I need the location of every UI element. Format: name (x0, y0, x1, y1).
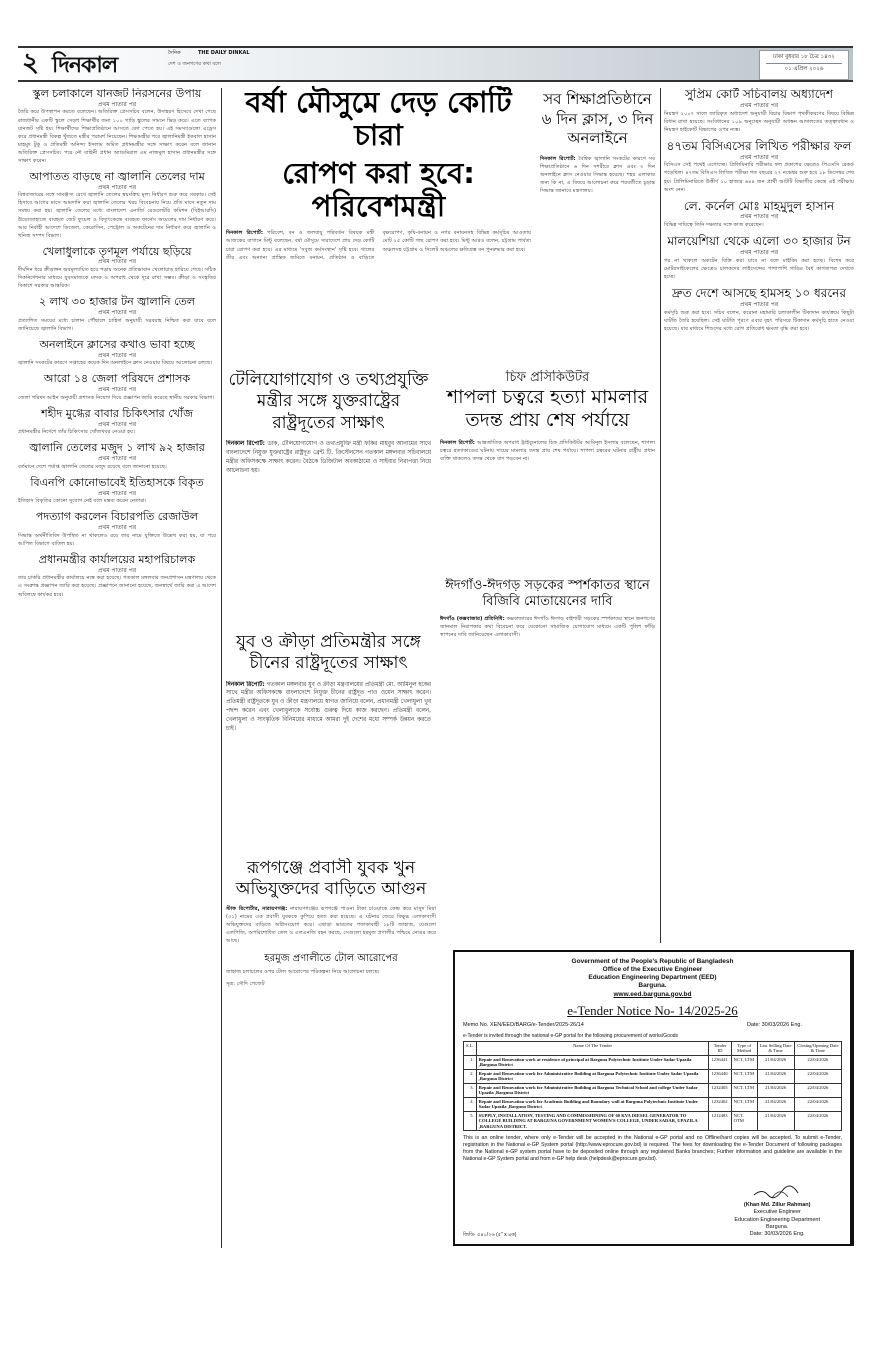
ad-code: জিডি- ৫৪০/২৬ (৫" x ৪ক) (463, 1232, 517, 1238)
article-body: বিসিএস সেই পথেই এগোচ্ছে। প্রিলিমিনারি পরীক্ষার ফল প্রকাশের ক্ষেত্রেও পিএসসি রেকর্ড গড়েছিল। ৪৭তম বিসিএস লিখিত পরীক্ষা গত বছরের ২৭ নভেম্বর শুরু হয়ে ১৮ ডিসেম্বর শেষ হয়। প্রিলিমিনারিতে উত্তীর্ণ ১০ হাজার ৬৪৪ জন প্রার্থী আটটি বিভাগীয় কেন্দ্রে এই পরীক্ষায় অংশ নেন। (664, 162, 854, 193)
article-headline: আপাতত বাড়ছে না জ্বালানি তেলের দাম (29, 169, 205, 183)
border-byline: ঈদগাঁও (কক্সবাজার) প্রতিনিধি: (440, 615, 505, 622)
tender-title: e-Tender Notice No- 14/2025-26 (567, 1002, 738, 1018)
date-english: ০১ এপ্রিল ২০২৬ (784, 65, 824, 72)
lead-headline-1: বর্ষা মৌসুমে দেড় কোটি চারা (245, 86, 512, 153)
rupganj-source: সূত্র: সৌদি গেজেট (226, 981, 265, 988)
article-body: বিভিন্ন দায়িত্বে তিনি দক্ষতার সঙ্গে কাজ করেছেন। (664, 222, 764, 229)
column-divider (221, 88, 222, 1248)
newspaper-logo: দিনকাল (52, 52, 118, 78)
column-article (18, 88, 216, 165)
tender-column-header: Closing/Opening Date & Time (794, 1041, 841, 1055)
article-headline: প্রধানমন্ত্রীর কার্যালয়ের মহাপরিচালক (38, 552, 196, 566)
column-article (18, 477, 216, 506)
logo-small: দৈনিক (168, 50, 181, 56)
article-headline: আরো ১৪ জেলা পরিষদে প্রশাসক (43, 372, 191, 386)
hormuz-headline: হরমুজ প্রণালীতে টোল আরোপের (264, 952, 398, 964)
tender-cell-sl: 3. (464, 1083, 477, 1097)
tender-column-header: Name Of The Tender (476, 1041, 709, 1055)
tender-cell-name: Repair and Renovation work for Academic Building and Boundary wall at Barguna Polytechnic Institute Under Sadar Upazila ,Barguna District (476, 1097, 709, 1111)
signature-block (734, 1185, 820, 1238)
article-body: ইতিহাস বিকৃতির কোনো সুযোগ নেই বলে মন্তব্য করেন নেতারা। (18, 498, 147, 505)
article-body: বিশ্ববাজারের সঙ্গে সামঞ্জস্য রেখে জ্বালানি তেলের স্বয়ংক্রিয় মূল্য নির্ধারণ শুরু করে সরকার। সেই হিসাবে আগের মাসে আমদানি করা জ্বালানি তেলের খরচ বিবেচনায় নিয়ে প্রতি মাসে নতুন দাম সমন্বয় করা হয়। জ্বালানি তেলের মধ্যে বাংলাদেশ এনার্জি রেগুলেটরি কমিশন (বিইআরসি) উড়োজাহাজে ব্যবহৃত জেট ফুয়েল ও বিদ্যুৎকেন্দ্রে ব্যবহৃত ফার্নেস অয়েলের দাম নির্ধারণ করে। আর নির্বাহী আদেশে ডিজেল, কেরোসিন, পেট্রোল ও অকটেনের দাম নির্ধারণ করে জ্বালানি ও খনিজ সম্পদ বিভাগ। (18, 192, 216, 239)
column-article (664, 287, 854, 333)
tender-cell-sl: 2. (464, 1069, 477, 1083)
article-headline: মালয়েশিয়া থেকে এলো ৩০ হাজার টন (667, 234, 851, 249)
tender-cell-closing: 22/04/2026 (794, 1069, 841, 1083)
tender-notice (453, 950, 854, 1246)
shapla-byline: দিনকাল রিপোর্ট: (440, 440, 475, 447)
column-article (18, 408, 216, 437)
tender-date: Date: 30/03/2026 Eng. (746, 1022, 802, 1029)
column-article (18, 339, 216, 368)
telecom-body: ডাক, টেলিযোগাযোগ ও তথ্যপ্রযুক্তি মন্ত্রী ফকির মাহবুব আনামের সাথে বাংলাদেশে নিযুক্ত যুক্তরাষ্ট্রের রাষ্ট্রদূত ব্রেন্ট টি. ক্রিস্টেনসেন গতকাল মঙ্গলবার সচিবালয়ে মন্ত্রীর অফিসকক্ষে সাক্ষাৎ করেন। বৈঠকে ডিজিটাল অবকাঠামো ও সাইবার নিরাপত্তা নিয়ে আলোচনা হয়। (226, 440, 431, 474)
tender-cell-id: 1236440 (709, 1069, 731, 1083)
continued-label: প্রথম পাতার পর (97, 455, 137, 463)
tender-gov-line1: Government of the People's Republic of Bangladesh (571, 958, 734, 965)
page-number: ২ (22, 48, 39, 78)
tender-row (464, 1111, 842, 1131)
column-article (18, 511, 216, 548)
article-body: বর্তমানে দেশে পর্যাপ্ত জ্বালানি তেলের মজুদ রয়েছে বলে জানানো হয়েছে। (18, 463, 167, 470)
tender-cell-sl: 4. (464, 1097, 477, 1111)
tender-cell-closing: 22/04/2026 (794, 1055, 841, 1069)
tender-cell-name: Repair and Renovation work for Administrative Building at Barguna Technical School and college Under Sadar Upazila ,Barguna District (476, 1083, 709, 1097)
shapla-body: আন্তর্জাতিক অপরাধ ট্রাইব্যুনালের চিফ প্রসিকিউটর আমিনুল ইসলাম বলেছেন, শাপলা চত্বরে হত্যাকাণ্ডের ঘটনায় দায়ের মামলার তদন্ত প্রায় শেষ পর্যায়ে। শাপলা চত্বরের ঘটনার রাষ্ট্রীয় প্রধান ব্যক্তি থাকলেও তদন্ত থেকে বাদ পড়বেন না। (440, 440, 655, 463)
hormuz-body: জাহাজ চলাচলের ওপর টোল আরোপের পরিকল্পনা নিয়ে আলোচনা চলছে। (226, 969, 380, 976)
article-body: জেলা পরিষদ আইন অনুযায়ী প্রশাসক নিয়োগ দিয়ে প্রজ্ঞাপন জারি করেছে স্থানীয় সরকার বিভাগ। (18, 394, 215, 401)
continued-label: প্রথম পাতার পর (739, 101, 779, 109)
column-article (18, 171, 216, 240)
signatory-name: (Khan Md. Zillur Rahman) (743, 1202, 811, 1209)
side-story (540, 90, 655, 360)
continued-label: প্রথম পাতার পর (97, 489, 137, 497)
youth-body: গতকাল মঙ্গলবার যুব ও ক্রীড়া মন্ত্রণালয়ের প্রতিমন্ত্রী মো. আমিনুল হকের সাথে মন্ত্রীর অফিসকক্ষে বাংলাদেশে নিযুক্ত চীনের রাষ্ট্রদূত পাও ওয়েন সাক্ষাৎ করেন। প্রতিমন্ত্রী রাষ্ট্রদূতকে যুব ও ক্রীড়া মন্ত্রণালয়ে স্বাগত জানিয়ে বলেন, প্রধানমন্ত্রী খেলাধুলা খুব পছন্দ করেন এবং খেলাধুলাকে সর্বোচ্চ গুরুত্ব দিয়ে কাজ করছেন। প্রতিমন্ত্রী বলেন, খেলাধুলা ও সাংস্কৃতিক বিনিময়ের মাধ্যমে আমরা দুই দেশের মধ্যে সম্পর্ক উন্নয়ন করতে চাই। (226, 681, 431, 733)
column-article (664, 200, 854, 230)
article-headline: সুপ্রিম কোর্ট সচিবালয় অধ্যাদেশ (684, 88, 834, 101)
tender-cell-last: 21/04/2026 (757, 1097, 794, 1111)
lead-headline-2: রোপণ করা হবে: পরিবেশমন্ত্রী (282, 155, 475, 224)
tender-cell-last: 21/04/2026 (757, 1111, 794, 1131)
tender-intro: e-Tender is invited through the national e-GP portal for the following procurement of works/Goods (463, 1032, 679, 1039)
continued-label: প্রথম পাতার পর (739, 300, 779, 308)
tender-cell-id: 1232402 (709, 1097, 731, 1111)
column-article (18, 246, 216, 291)
article-body: প্রধানমন্ত্রীর নির্দেশে তাঁর চিকিৎসার খোঁজখবর নেওয়া হয়। (18, 429, 135, 436)
shapla-headline: শাপলা চত্বরে হত্যা মামলার তদন্ত প্রায় শেষ পর্যায়ে (446, 385, 649, 432)
tender-cell-method: NCT, OTM (731, 1111, 757, 1131)
article-body: দীর্ঘদিন ধরে ক্রীড়াঙ্গন অবমূল্যায়িত হয়ে পড়ায় অনেক প্রতিভাবান খেলোয়াড় হারিয়ে গেছে। সঠিক দিকনির্দেশনার মাধ্যমে যুবসমাজকে মাদক ও অপরাধ থেকে দূরে রাখা সম্ভব। ক্রীড়া ও সংস্কৃতির বিকাশে সরকার আন্তরিক। (18, 267, 216, 290)
signatory-place: Barguna. (766, 1223, 789, 1230)
rupganj-byline: স্টাফ রিপোর্টার, নারায়ণগঞ্জ: (226, 905, 288, 912)
article-body: পর না থাকলে অকটেন বিক্রি করা যাবে না বলে মাইকিং করা হচ্ছে। বিশেষ করে মোটরসাইকেলের ক্ষেত্রেও চালকদের লাইসেন্সের পাশাপাশি গাড়ির বৈধ কাগজপত্র দেখতে হচ্ছে। (664, 257, 854, 280)
tender-cell-last: 21/04/2026 (757, 1069, 794, 1083)
article-headline: স্কুল চলাকালে যানজট নিরসনের উপায় (32, 88, 202, 100)
article-body: তৈরি করে উপস্থাপন করতে বলেছেন। অতিরিক্ত প্রেসসচিব বলেন, উদাহরণ হিসেবে দেখা গেছে রাজধানীর একটি স্কুলে সেড়শ শিক্ষার্থীর জন্য ১০০ গাড়ি স্কুলের সামনে ভিড় করে। এতে ব্যাপক যানজট সৃষ্টি হয়। শিক্ষার্থীদের শিক্ষাপ্রতিষ্ঠানে আসতে বেগ পেতে হয়। এই সমস্যাগুলো এড্রেস করে প্রধানমন্ত্রী বিকল্প খুঁজতে মন্ত্রীর পরামর্শ নিয়েছেন। শিক্ষামন্ত্রীর পরে জ্বালানিমন্ত্রী ইকবাল হাসান মাহমুদ টুকু ও প্রতিমন্ত্রী অনিন্দ্য ইসলাম অমিত প্রধানমন্ত্রীর সঙ্গে সাক্ষাৎ করেন বলে জানান অতিরিক্ত প্রেসসচিব। পরে নৌ বাহিনী প্রধান অ্যাডমিরাল এম নাজমুল হাসান প্রধানমন্ত্রীর সঙ্গে সাক্ষাৎ করেন। (18, 109, 216, 164)
tender-footer: This is an online tender, where only e-Tender will be accepted in the National e-GP portal and no Offline/hard copies will be accepted. To submit e-Tender, registration in the National e-GP System portal (http://www.eprocure.gov.bd) is required. The fees for downloading the e-Tender Document of following packages from the National e-GP system portal have to be deposited online through any registered Banks branches; Further information and guideline are available in the National e-GP System portal and from e-GP help desk (helpdesk@eprocure.gov.bd). (463, 1135, 842, 1163)
column-article (664, 88, 854, 134)
continued-label: প্রথম পাতার পর (97, 308, 137, 316)
logo-english: THE DAILY DINKAL (198, 50, 250, 56)
article-body: নিয়ন্ত্রণ ২০০৭ সালে জারিকৃত অধ্যাদেশ অনুযায়ী বিচার বিভাগ পৃথকীকরণের বিষয়ে বিভিন্ন বিধান রাখা হয়েছে। সংবিধানের ১০৯ অনুচ্ছেদ অনুযায়ী অধস্তন আদালতের তত্ত্বাবধান ও নিয়ন্ত্রণ হাইকোর্ট বিভাগের ওপর ন্যস্ত। (664, 110, 854, 133)
continued-label: প্রথম পাতার পর (739, 153, 779, 161)
tender-cell-method: NCT, LTM (731, 1097, 757, 1111)
article-headline: জ্বালানি তেলের মজুদ ১ লাখ ৯২ হাজার (29, 441, 205, 455)
tender-row (464, 1069, 842, 1083)
tender-cell-closing: 22/04/2026 (794, 1111, 841, 1131)
shapla-kicker: চিফ প্রসিকিউটর (505, 370, 590, 385)
tender-column-header: Tender ID (709, 1041, 731, 1055)
tender-cell-method: NCT, LTM (731, 1055, 757, 1069)
tender-cell-closing: 22/04/2026 (794, 1097, 841, 1111)
article-headline: শহীদ মুগ্ধের বাবার চিকিৎসার খোঁজ (41, 406, 193, 420)
column-article (18, 554, 216, 599)
article-headline: দ্রুত দেশে আসছে হামসহ ১০ ধরনের (672, 286, 846, 301)
rupganj-body: নারায়ণগঞ্জের রূপগঞ্জে পাওনা টাকা চাওয়াকে কেন্দ্র করে মাসুদ মিয়া (৩১) নামের এক প্রবাসী যুবককে কুপিয়ে হত্যা করা হয়েছে। এ ঘটনার জেরে বিক্ষুব্ধ এলাকাবাসী অভিযুক্তদের বাড়িতে অগ্নিসংযোগ করে। এছাড়া ভারতের পতাকাবাহী ১৮টি জাহাজ, যেগুলো এলপিজি, অপরিশোধিত তেল ও এলএনজি বহন করছে, সেগুলো হরমুজ প্রণালীর পশ্চিমে নোঙর করে আছে। (226, 905, 436, 944)
article-body: প্রত্যাশিত সময়ের মধ্যে চালান পৌঁছালে চাহিদা অনুযায়ী সরবরাহ নিশ্চিত করা যাবে বলে জানিয়েছে জ্বালানি বিভাগ। (18, 317, 216, 332)
continued-label: প্রথম পাতার পর (97, 351, 137, 359)
side-byline: দিনকাল রিপোর্ট: (540, 155, 576, 162)
telecom-byline: দিনকাল রিপোর্ট: (226, 440, 265, 447)
column-article (18, 442, 216, 471)
rupganj-story (226, 858, 436, 1328)
masthead (18, 46, 853, 82)
tender-gov-line2: Office of the Executive Engineer (602, 966, 703, 974)
tender-cell-id: 1236441 (709, 1055, 731, 1069)
tender-column-header: Last Selling Date & Time (757, 1041, 794, 1055)
article-headline: পদত্যাগ করলেন বিচারপতি রেজাউল (35, 510, 199, 524)
tender-row (464, 1083, 842, 1097)
signatory-date: Date: 30/03/2026 Eng. (749, 1230, 805, 1237)
side-headline: সব শিক্ষাপ্রতিষ্ঠানে ৬ দিন ক্লাস, ৩ দিন অনলাইনে (541, 90, 654, 147)
column-article (18, 296, 216, 333)
continued-label: প্রথম পাতার পর (97, 183, 137, 191)
continued-label: প্রথম পাতার পর (97, 566, 137, 574)
article-headline: ২ লাখ ৩০ হাজার টন জ্বালানি তেল (39, 295, 195, 309)
tender-row (464, 1097, 842, 1111)
tender-cell-name: Repair and Renovation work at residence of principal at Barguna Polytechnic Institute Under Sadar Upazila ,Barguna District (476, 1055, 709, 1069)
side-body: বৈশ্বিক জ্বালানি সংকটের কারণে সব শিক্ষাপ্রতিষ্ঠানে ৬ দিন সশরীরে ক্লাস এবং ৩ দিন অনলাইনে ক্লাস নেওয়ার সিদ্ধান্ত হয়েছে। শহর এলাকার জন্য কি না, এ বিষয়ে আলোচনা করে পরবর্তীতে চূড়ান্ত সিদ্ধান্ত জানাবে মন্ত্রণালয়। (540, 155, 655, 194)
tender-gov-line4: Barguna. (638, 982, 667, 990)
article-body: সিদ্ধান্ত অর্থনীতিবিদ উপস্থিত না থাকলেও রয়ে তার নামে যুক্তিতে উল্লেখ করা হয়, যা পরে আপিল বিভাগে বাতিল হয়। (18, 532, 216, 547)
tender-memo: Memo No. XEN/EED/BARG/e-Tender/2025-26/14 (463, 1022, 584, 1029)
article-body: কর্মসূচি শুরু করা হবে। সচিব বলেন, করোনা মহামারি চলাকালীন টিকাদান কার্যক্রমে কিছুটা ঘাটতি তৈরি হয়েছিল। সেই ঘাটতি পূরণে এবার বৃহৎ পরিসরে টিকাদান কর্মসূচি হাতে নেওয়া হয়েছে। যার মাধ্যমে শিশুদের মধ্যে রোগ প্রতিরোধ ক্ষমতা বৃদ্ধি করা হবে। (664, 309, 854, 332)
signatory-title: Executive Engineer (753, 1209, 801, 1216)
tender-cell-last: 21/04/2026 (757, 1055, 794, 1069)
continued-label: প্রথম পাতার পর (97, 420, 137, 428)
article-headline: লে. কর্নেল মোঃ মাহমুদুল হাসান (683, 198, 835, 213)
tender-cell-name: Repair and Renovation work for Administrative Building at Barguna Polytechnic Institute Under Sadar Upazila ,Barguna District (476, 1069, 709, 1083)
tender-cell-id: 1212483 (709, 1111, 731, 1131)
tender-gov-line3: Education Engineering Department (EED) (588, 974, 717, 982)
date-box (759, 50, 849, 80)
tender-cell-id: 1232405 (709, 1083, 731, 1097)
shapla-story (440, 370, 655, 570)
rupganj-headline: রূপগঞ্জে প্রবাসী যুবক খুন অভিযুক্তদের বাড়িতে আগুন (235, 858, 427, 900)
signatory-dept: Education Engineering Department (734, 1216, 820, 1223)
youth-story (226, 632, 431, 850)
article-headline: ৪৭তম বিসিএসের লিখিত পরীক্ষার ফল (666, 138, 852, 153)
continued-label: প্রথম পাতার পর (97, 100, 137, 108)
continued-label: প্রথম পাতার পর (739, 213, 779, 221)
column-divider (660, 88, 661, 943)
continued-label: প্রথম পাতার পর (739, 249, 779, 257)
left-column (18, 88, 216, 1258)
column-article (664, 140, 854, 194)
tender-cell-closing: 22/04/2026 (794, 1083, 841, 1097)
border-headline: ঈদগাঁও-ঈদগড় সড়কের স্পর্শকাতর স্থানে বিজিবি মোতায়েনের দাবি (445, 578, 650, 610)
youth-byline: দিনকাল রিপোর্ট: (226, 681, 265, 688)
lead-body: পরিবেশ, বন ও জলবায়ু পরিবর্তন বিষয়ক মন্ত্রী আজকের বাগানে মিন্টু বলেছেন, বর্ষা মৌসুমে সারাদেশে প্রায় দেড় কোটি চারা রোপণ করা হবে। এর মাধ্যমে 'সবুজ কর্মসংস্থান' সৃষ্টি হবে। খালের তীর এবং অন্যান্য প্রান্তিক জমিতে বনায়ন, প্রতিষ্ঠান ও বাড়িতে বৃক্ষরোপণ, কৃষি-বনায়ন ও নগর বনায়নসহ বিভিন্ন কর্মসূচির আওতায় মোট ২৫ কোটি গাছ রোপণ করা হবে। মিন্টু আরও বলেন, চট্টগ্রাম পার্বত্য অঞ্চলসহ চট্টগ্রাম ও সিলেট অঞ্চলের ক্ষতিগ্রস্ত বন পুনরুদ্ধার করা হবে। (226, 230, 531, 261)
youth-headline: যুব ও ক্রীড়া প্রতিমন্ত্রীর সঙ্গে চীনের রাষ্ট্রদূতের সাক্ষাৎ (236, 632, 421, 674)
tender-column-header: S.L. (464, 1041, 477, 1055)
article-body: তার চাকরি প্রধানমন্ত্রীর কার্যালয়ে ন্যস্ত করা হয়েছে। গতকাল মঙ্গলবার জনপ্রশাসন মন্ত্রণালয় থেকে এ সংক্রান্ত প্রজ্ঞাপন জারি করা হয়েছে। প্রজ্ঞাপনে জানানো হয়েছে, জনস্বার্থে জারি করা এ আদেশ অবিলম্বে কার্যকর হবে। (18, 575, 216, 598)
continued-label: প্রথম পাতার পর (97, 258, 137, 266)
tender-table (463, 1041, 842, 1132)
article-headline: বিএনপি কোনোভাবেই ইতিহাসকে বিকৃত (30, 475, 204, 489)
tender-cell-name: SUPPLY, INSTALLATION, TESTING AND COMMISSHINING OF 60 KVA DIESEL GENERATOR TO COLLEGE BUILDING AT BARGUNA GOVERNMENT WOMEN'S COLLEGE, UNDER SADAR, UPAZILA ,BARGUNA DISTRICT. (476, 1111, 709, 1131)
continued-label: প্রথম পাতার পর (97, 524, 137, 532)
tender-cell-last: 21/04/2026 (757, 1083, 794, 1097)
lead-byline: দিনকাল রিপোর্ট: (226, 230, 263, 237)
tender-row (464, 1055, 842, 1069)
tender-cell-sl: 1. (464, 1055, 477, 1069)
tender-website-link[interactable]: www.eed.barguna.gov.bd (613, 990, 692, 998)
border-story (440, 578, 655, 943)
telecom-headline: টেলিযোগাযোগ ও তথ্যপ্রযুক্তি মন্ত্রীর সঙ্গে যুক্তরাষ্ট্রের রাষ্ট্রদূতের সাক্ষাৎ (228, 370, 429, 433)
article-headline: অনলাইনে ক্লাসের কথাও ভাবা হচ্ছে (39, 337, 195, 351)
article-headline: খেলাধুলাকে তৃণমূল পর্যায়ে ছড়িয়ে (42, 244, 192, 258)
article-body: জ্বালানি সংকটের কারণে সপ্তাহের কয়েক দিন অনলাইনে ক্লাস নেওয়ার বিষয়ে আলোচনা চলছে। (18, 360, 213, 367)
lead-story (226, 86, 531, 361)
tender-cell-method: NCT, LTM (731, 1083, 757, 1097)
column-article (18, 373, 216, 402)
tender-column-header: Type of Method (731, 1041, 757, 1055)
tender-cell-sl: 5. (464, 1111, 477, 1131)
column-article (664, 235, 854, 281)
right-column (664, 88, 854, 943)
continued-label: প্রথম পাতার পর (97, 386, 137, 394)
logo-tagline: দেশ ও জনগণের কথা বলে (168, 61, 221, 67)
border-body: কক্সবাজারের ঈদগাঁও ঈদগড় বাইশারী সড়কের স্পর্শকাতর স্থানে জনগণের জানমাল নিরাপত্তার কথা বিবেচনা করে যেকোনো সামাজিক যোগাযোগ মাধ্যমে একটি পুলিশ ফাঁড়ি স্থাপনের দাবি জানিয়েছেন এলাকাবাসী। (440, 615, 655, 638)
telecom-story (226, 370, 431, 625)
date-bangla: ঢাকা বুধবার ১৮ চৈত্র ১৪৩২ (773, 54, 835, 60)
signature-icon (752, 1185, 802, 1199)
tender-cell-method: NCT, LTM (731, 1069, 757, 1083)
